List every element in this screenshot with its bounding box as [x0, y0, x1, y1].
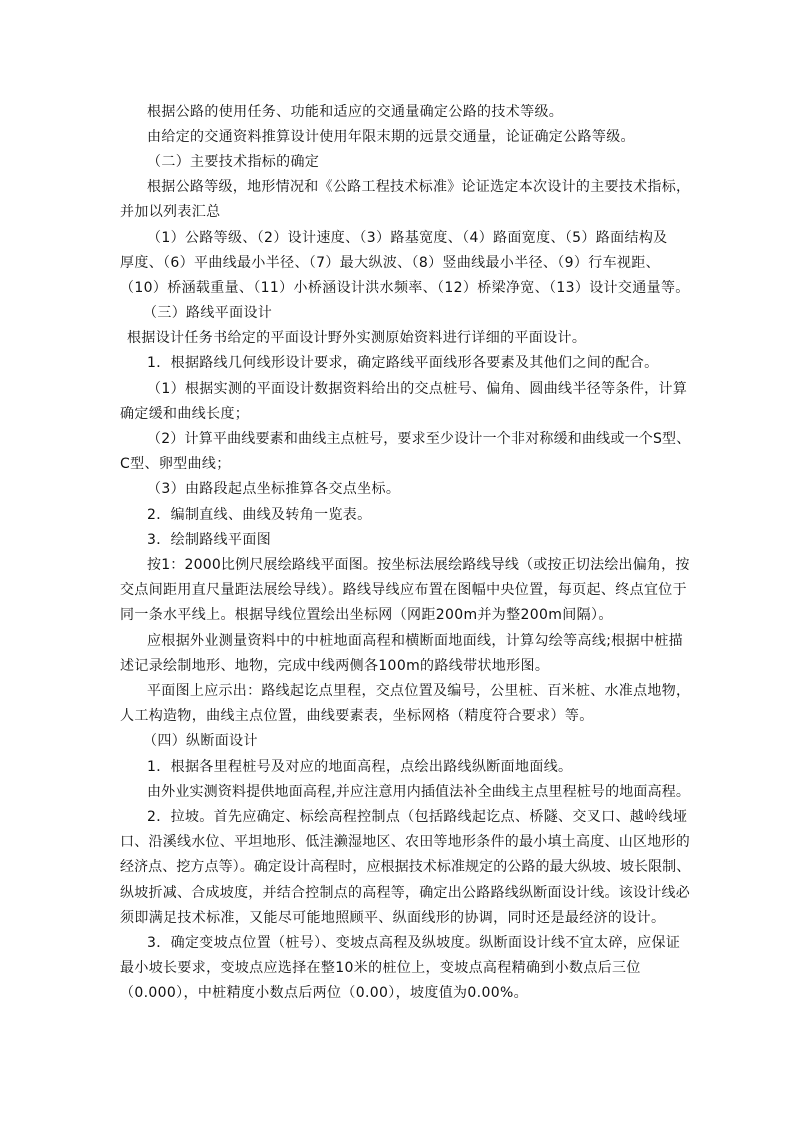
paragraph-line: 由给定的交通资料推算设计使用年限末期的远景交通量，论证确定公路等级。 [147, 129, 635, 145]
paragraph-line: 3．绘制路线平面图 [147, 532, 272, 548]
paragraph-line: 并加以列表汇总 [120, 204, 221, 220]
section-heading: （二）主要技术指标的确定 [147, 154, 320, 170]
paragraph-line: 根据设计任务书给定的平面设计野外实测原始资料进行详细的平面设计。 [127, 330, 587, 346]
paragraph-line: （3）由路段起点坐标推算各交点坐标。 [147, 481, 401, 497]
section-heading: （三）路线平面设计 [143, 305, 273, 321]
paragraph-line: 须即满足技术标准，又能尽可能地照顾平、纵面线形的协调，同时还是最经济的设计。 [120, 910, 666, 926]
paragraph-line: 最小坡长要求，变坡点应选择在整10米的桩位上，变坡点高程精确到小数点后三位 [120, 960, 641, 976]
paragraph-line: 人工构造物，曲线主点位置，曲线要素表，坐标网格（精度符合要求）等。 [120, 708, 594, 724]
paragraph-line: 2．编制直线、曲线及转角一览表。 [147, 507, 372, 523]
paragraph-line: 3．确定变坡点位置（桩号）、变坡点高程及纵坡度。纵断面设计线不宜太碎，应保证 [147, 935, 681, 951]
paragraph-line: 纵坡折减、合成坡度，并结合控制点的高程等，确定出公路路线纵断面设计线。该设计线必 [120, 885, 690, 901]
paragraph-line: 1．根据路线几何线形设计要求，确定路线平面线形各要素及其他们之间的配合。 [147, 355, 659, 371]
paragraph-line: 交点间距用直尺量距法展绘导线）。路线导线应布置在图幅中央位置，每页起、终点宜位于 [120, 582, 687, 598]
paragraph-line: 根据公路的使用任务、功能和适应的交通量确定公路的技术等级。 [147, 104, 564, 120]
paragraph-line: 1．根据各里程桩号及对应的地面高程，点绘出路线纵断面地面线。 [147, 759, 573, 775]
paragraph-line: 按1：2000比例尺展绘路线平面图。按坐标法展绘路线导线（或按正切法绘出偏角，按 [147, 557, 690, 573]
paragraph-line: C型、卵型曲线； [120, 456, 231, 472]
paragraph-line: 经济点、挖方点等）。确定设计高程时，应根据技术标准规定的公路的最大纵坡、坡长限制、 [120, 859, 691, 875]
paragraph-line: 口、沿溪线水位、平坦地形、低洼濑湿地区、农田等地形条件的最小填土高度、山区地形的 [120, 834, 690, 850]
paragraph-line: 应根据外业测量资料中的中桩地面高程和横断面地面线，计算勾绘等高线;根据中桩描 [147, 633, 684, 649]
paragraph-line: 厚度、（6）平曲线最小半径、（7）最大纵波、（8）竖曲线最小半径、（9）行车视距、 [120, 255, 660, 271]
paragraph-line: （10）桥涵载重量、（11）小桥涵设计洪水频率、（12）桥梁净宽、（13）设计交通量等。 [120, 280, 690, 296]
paragraph-line: 述记录绘制地形、地物，完成中线两侧各100m的路线带状地形图。 [120, 658, 550, 674]
paragraph-line: 2．拉坡。首先应确定、标绘高程控制点（包括路线起讫点、桥隧、交叉口、越岭线垭 [147, 809, 688, 825]
paragraph-line: 同一条水平线上。根据导线位置绘出坐标网（网距200m并为整200m间隔）。 [120, 607, 613, 623]
paragraph-line: （1）公路等级、（2）设计速度、（3）路基宽度、（4）路面宽度、（5）路面结构及 [147, 230, 668, 246]
paragraph-line: 平面图上应示出：路线起讫点里程，交点位置及编号，公里桩、百米桩、水准点地物， [147, 683, 691, 699]
paragraph-line: （0.000），中桩精度小数点后两位（0.00），坡度值为0.00%。 [120, 985, 528, 1001]
paragraph-line: 根据公路等级，地形情况和《公路工程技术标准》论证选定本次设计的主要技术指标， [147, 179, 691, 195]
paragraph-line: （2）计算平曲线要素和曲线主点桩号，要求至少设计一个非对称缓和曲线或一个S型、 [147, 431, 691, 447]
paragraph-line: 由外业实测资料提供地面高程,并应注意用内插值法补全曲线主点里程桩号的地面高程。 [147, 784, 691, 800]
paragraph-line: 确定缓和曲线长度； [120, 406, 250, 422]
paragraph-line: （1）根据实测的平面设计数据资料给出的交点桩号、偏角、圆曲线半径等条件，计算 [147, 381, 688, 397]
section-heading: （四）纵断面设计 [143, 733, 258, 749]
